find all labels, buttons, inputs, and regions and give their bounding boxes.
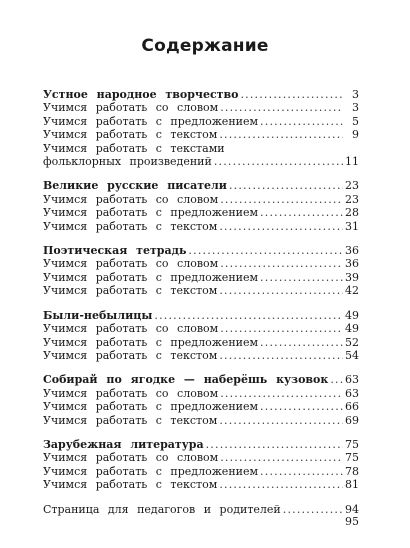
toc-item-label: Учимся работать с текстом — [43, 219, 218, 233]
toc-item-line-label: Учимся работать с текстами — [43, 141, 225, 155]
dot-leader — [206, 438, 343, 451]
dot-leader — [260, 271, 343, 284]
dot-leader — [219, 349, 343, 362]
toc-heading-page: 49 — [345, 308, 359, 322]
dot-leader — [220, 193, 343, 206]
toc-final-entry — [43, 503, 359, 516]
toc-item-page: 69 — [345, 413, 359, 427]
toc-item-page: 3 — [352, 101, 359, 115]
toc-heading — [43, 244, 359, 257]
toc-item-page: 49 — [345, 322, 359, 336]
toc-item-label: Учимся работать со словом — [43, 451, 219, 465]
toc-item — [43, 101, 359, 114]
dot-leader — [283, 503, 343, 516]
toc-item-label: Учимся работать с предложением — [43, 114, 259, 128]
dot-leader — [214, 155, 343, 168]
toc-item — [43, 451, 359, 464]
dot-leader — [220, 387, 343, 400]
toc-heading-label: Устное народное творчество — [43, 88, 239, 101]
dot-leader — [219, 220, 343, 233]
toc-heading-label: Собирай по ягодке — наберёшь кузовок — [43, 373, 329, 387]
toc-item — [43, 322, 359, 335]
dot-leader — [154, 309, 343, 322]
dot-leader — [260, 115, 343, 128]
toc-heading-page: 3 — [352, 88, 359, 101]
toc-heading-label: Зарубежная литература — [43, 437, 204, 451]
toc-item-label: Учимся работать с текстом — [43, 128, 218, 142]
toc-item-label: Учимся работать с текстом — [43, 478, 218, 492]
toc-item — [43, 128, 359, 141]
toc-item-page: 42 — [345, 284, 359, 298]
toc-item-page: 31 — [345, 219, 359, 233]
toc-heading — [43, 179, 359, 192]
toc-item-label: Учимся работать со словом — [43, 386, 219, 400]
toc-item-page: 81 — [345, 478, 359, 492]
toc-final-entry-page: 94 — [345, 502, 359, 516]
toc-section — [43, 438, 359, 492]
toc-item-page: 75 — [345, 451, 359, 465]
toc-item-page: 36 — [345, 257, 359, 271]
toc-section — [43, 244, 359, 298]
dot-leader — [219, 478, 343, 491]
toc-item — [43, 271, 359, 284]
page-number: 95 — [345, 515, 359, 528]
toc-item-label: Учимся работать с предложением — [43, 206, 259, 220]
toc-item-page: 23 — [345, 192, 359, 206]
toc-item — [43, 220, 359, 233]
toc-heading-page: 23 — [345, 179, 359, 193]
toc-item-page: 66 — [345, 400, 359, 414]
toc-item-label: Учимся работать со словом — [43, 322, 219, 336]
dot-leader — [219, 128, 343, 141]
toc-heading-label: Поэтическая тетрадь — [43, 244, 187, 258]
toc-item-page: 63 — [345, 386, 359, 400]
toc-item — [43, 465, 359, 478]
toc-final-entry-label: Страница для педагогов и родителей — [43, 502, 281, 516]
toc-item-page: 28 — [345, 206, 359, 220]
toc-item-page: 54 — [345, 348, 359, 362]
toc-item — [43, 284, 359, 297]
toc-item-label: Учимся работать со словом — [43, 101, 219, 115]
toc-item-label: Учимся работать с предложением — [43, 335, 259, 349]
dot-leader — [220, 257, 343, 270]
toc-item-label: фольклорных произведений — [43, 155, 212, 169]
toc-section — [43, 88, 359, 168]
toc-section — [43, 179, 359, 233]
toc-item — [43, 414, 359, 427]
toc-heading-page: 36 — [345, 244, 359, 258]
toc-item — [43, 257, 359, 270]
toc-item-line — [43, 142, 359, 155]
toc-heading-page: 63 — [345, 373, 359, 387]
dot-leader — [330, 373, 343, 386]
dot-leader — [260, 336, 343, 349]
dot-leader — [240, 88, 343, 101]
toc-item-page: 11 — [345, 155, 359, 169]
toc-heading-page: 75 — [345, 437, 359, 451]
toc-item — [43, 155, 359, 168]
toc-section — [43, 373, 359, 427]
toc-heading — [43, 373, 359, 386]
toc-item — [43, 387, 359, 400]
toc-item-label: Учимся работать с текстом — [43, 284, 218, 298]
toc-item — [43, 336, 359, 349]
toc-item-label: Учимся работать со словом — [43, 192, 219, 206]
page-title: Содержание — [141, 36, 269, 56]
dot-leader — [260, 206, 343, 219]
toc-heading-label: Были-небылицы — [43, 308, 153, 322]
dot-leader — [219, 414, 343, 427]
dot-leader — [260, 465, 343, 478]
dot-leader — [260, 400, 343, 413]
dot-leader — [229, 179, 343, 192]
toc-item-label: Учимся работать с текстом — [43, 413, 218, 427]
toc-heading — [43, 438, 359, 451]
dot-leader — [220, 451, 343, 464]
toc-item-label: Учимся работать с предложением — [43, 464, 259, 478]
toc-item-label: Учимся работать с предложением — [43, 270, 259, 284]
toc-item-page: 39 — [345, 270, 359, 284]
toc-item-page: 9 — [352, 128, 359, 142]
toc-item-page: 78 — [345, 464, 359, 478]
toc-heading — [43, 88, 359, 101]
toc-item-page: 5 — [352, 114, 359, 128]
dot-leader — [220, 322, 343, 335]
dot-leader — [219, 284, 343, 297]
toc-item-page: 52 — [345, 335, 359, 349]
toc-section-final — [43, 503, 359, 516]
toc-heading-label: Великие русские писатели — [43, 179, 227, 193]
toc-section — [43, 309, 359, 363]
dot-leader — [220, 101, 343, 114]
toc-item — [43, 206, 359, 219]
toc-item — [43, 400, 359, 413]
toc-item — [43, 349, 359, 362]
toc-item-label: Учимся работать с предложением — [43, 400, 259, 414]
toc-item — [43, 478, 359, 491]
table-of-contents — [43, 88, 359, 527]
toc-item-label: Учимся работать с текстом — [43, 348, 218, 362]
dot-leader — [188, 244, 343, 257]
toc-item — [43, 115, 359, 128]
toc-item-label: Учимся работать со словом — [43, 257, 219, 271]
toc-item — [43, 193, 359, 206]
toc-heading — [43, 309, 359, 322]
